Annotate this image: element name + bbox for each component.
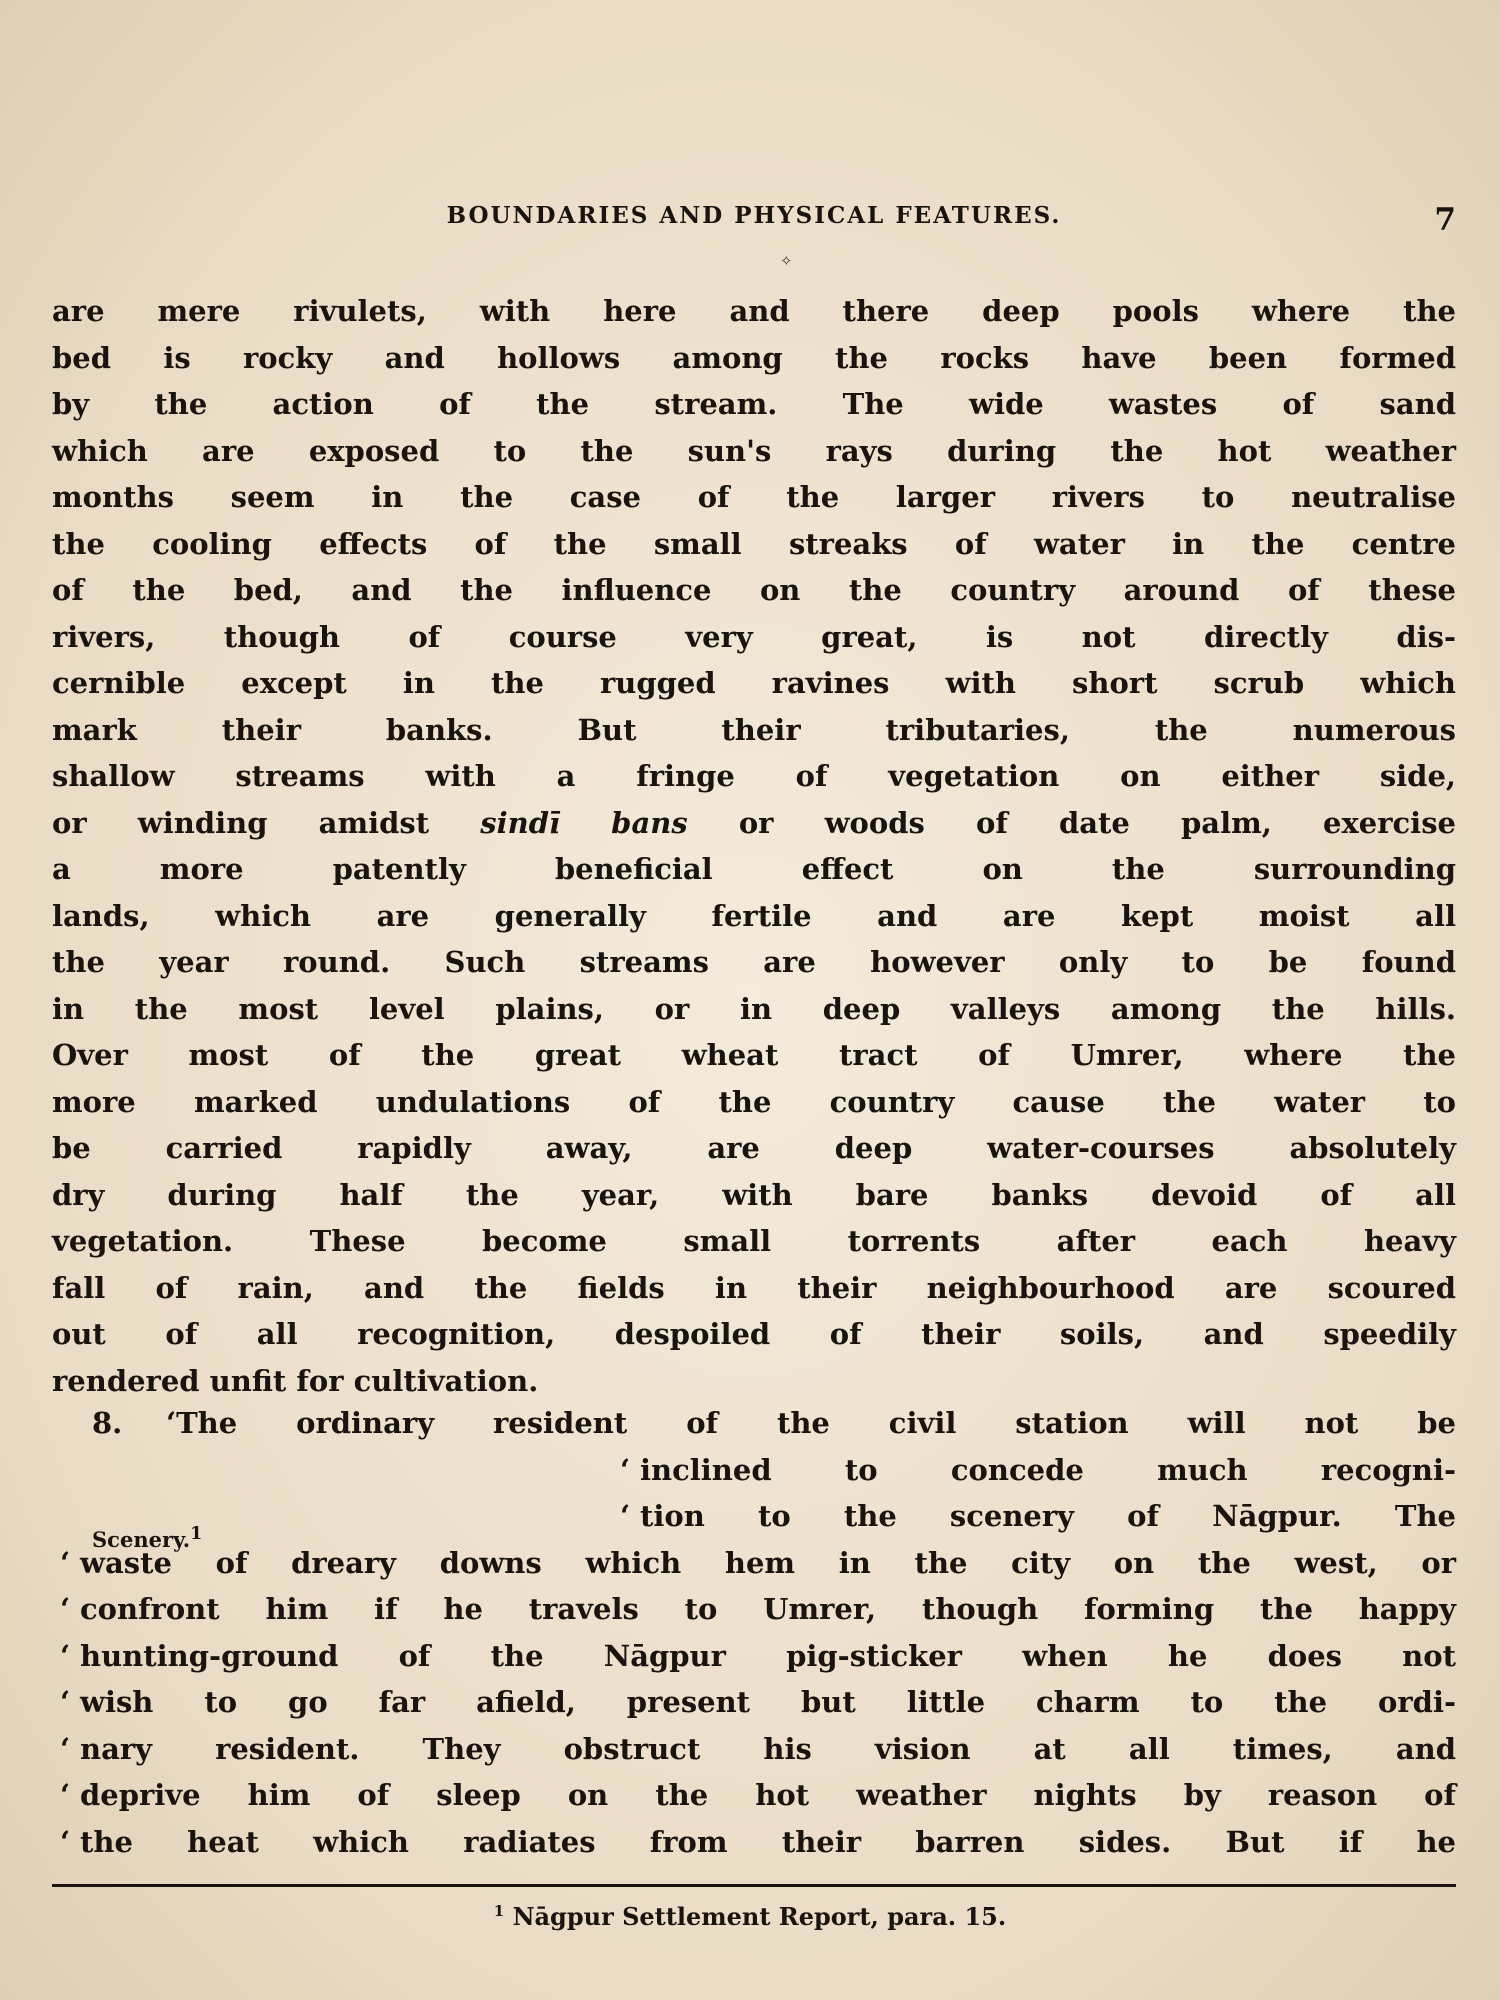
italic-term: sindī bans <box>480 805 688 840</box>
text-line: bed is rocky and hollows among the rocks have been formed <box>52 340 1456 375</box>
footnote-marker: 1 <box>190 1523 203 1544</box>
text-line: by the action of the stream. The wide wastes of sand <box>52 387 1456 421</box>
side-heading-block <box>52 1447 1456 1552</box>
text-line: out of all recognition, despoiled of their soils, and speedily <box>52 1317 1456 1351</box>
text-line: ‘ deprive him of sleep on the hot weather nights by reason of <box>52 1772 1456 1819</box>
text-line: ‘ waste of dreary downs which hem in the city on the west, or <box>52 1540 1456 1587</box>
running-head: BOUNDARIES AND PHYSICAL FEATURES. <box>446 202 1062 229</box>
text-line: are mere rivulets, with here and there deep pools where the <box>52 294 1456 328</box>
text-line: which are exposed to the sun's rays during the hot weather <box>52 433 1456 468</box>
quoted-lines <box>52 1540 1456 1866</box>
page-header <box>52 202 1456 238</box>
paragraph-rivers <box>52 288 1456 1404</box>
text-line: in the most level plains, or in deep valleys among the hills. <box>52 991 1456 1026</box>
text-line: Over most of the great wheat tract of Umrer, where the <box>52 1038 1456 1072</box>
text-line: more marked undulations of the country cause the water to <box>52 1084 1456 1119</box>
text-line: vegetation. These become small torrents after each heavy <box>52 1224 1456 1258</box>
page-number: 7 <box>1434 202 1456 238</box>
text-line: a more patently beneficial effect on the surrounding <box>52 852 1456 886</box>
text-line: shallow streams with a fringe of vegetation on either side, <box>52 759 1456 793</box>
text-line: mark their banks. But their tributaries, the numerous <box>52 712 1456 747</box>
text-line: months seem in the case of the larger rivers to neutralise <box>52 480 1456 514</box>
section-8-scenery <box>52 1400 1456 1865</box>
text-line: ‘The ordinary resident of the civil station will not be <box>166 1406 1456 1440</box>
indented-lines <box>52 1447 1456 1540</box>
text-line: ‘ tion to the scenery of Nāgpur. The <box>616 1493 1456 1540</box>
text-line: the cooling effects of the small streaks of water in the centre <box>52 526 1456 561</box>
text-line: fall of rain, and the fields in their neighbourhood are scoured <box>52 1270 1456 1305</box>
text-line: ‘ hunting-ground of the Nāgpur pig-sticker when he does not <box>52 1633 1456 1680</box>
text-line: rendered unfit for cultivation. <box>52 1363 539 1398</box>
text-line: ‘ the heat which radiates from their barren sides. But if he <box>52 1819 1456 1866</box>
text-line: be carried rapidly away, are deep water-courses absolutely <box>52 1131 1456 1165</box>
text-line: ‘ nary resident. They obstruct his vision at all times, and <box>52 1726 1456 1773</box>
footnote <box>0 1902 1500 1931</box>
side-heading-text: Scenery. <box>92 1526 191 1552</box>
footnote-rule <box>52 1884 1456 1887</box>
ornament-icon: ✧ <box>780 252 793 270</box>
text-line: ‘ inclined to concede much recogni- <box>616 1447 1456 1494</box>
text-line: cernible except in the rugged ravines with short scrub which <box>52 666 1456 700</box>
text-line: ‘ wish to go far afield, present but little charm to the ordi- <box>52 1679 1456 1726</box>
text-line: dry during half the year, with bare banks devoid of all <box>52 1177 1456 1212</box>
text-fragment: or woods of date palm, exercise <box>738 805 1456 840</box>
text-line: the year round. Such streams are however only to be found <box>52 945 1456 979</box>
text-line-italic-term <box>52 800 1456 847</box>
text-line: ‘ confront him if he travels to Umrer, though forming the happy <box>52 1586 1456 1633</box>
text-line: rivers, though of course very great, is not directly dis- <box>52 619 1456 654</box>
section-first-row <box>52 1400 1456 1447</box>
text-line: of the bed, and the influence on the country around of these <box>52 573 1456 607</box>
footnote-text: Nāgpur Settlement Report, para. 15. <box>512 1902 1007 1931</box>
section-number: 8. <box>92 1406 123 1440</box>
footnote-number: 1 <box>493 1902 505 1920</box>
text-line: lands, which are generally fertile and are kept moist all <box>52 898 1456 933</box>
text-fragment: or winding amidst <box>52 805 430 840</box>
